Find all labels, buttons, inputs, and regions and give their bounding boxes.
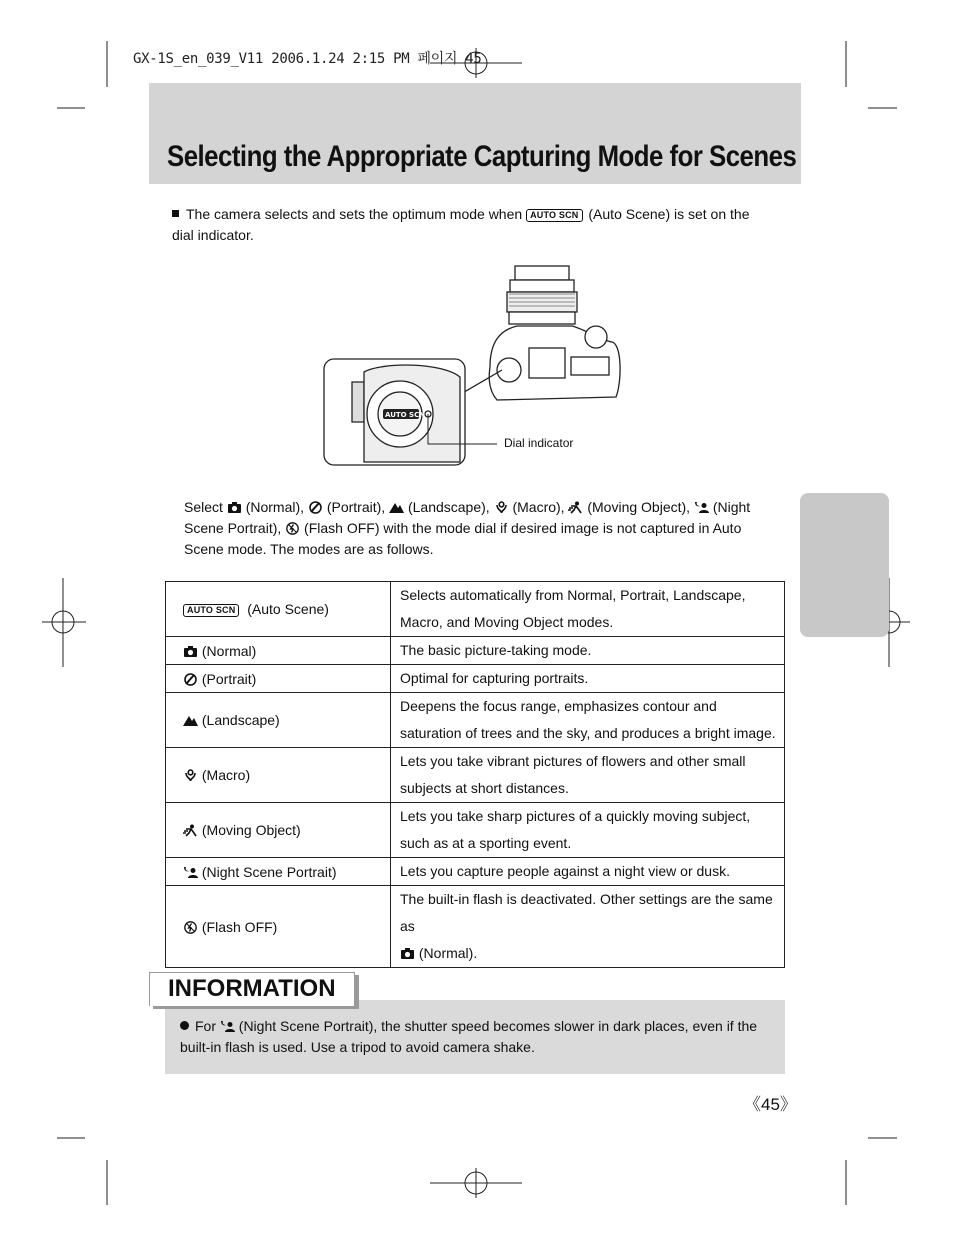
- moving-object-icon: [568, 501, 583, 514]
- mode-cell: [166, 858, 391, 886]
- mode-cell: [166, 582, 391, 637]
- camera-icon: [183, 645, 198, 658]
- intro-paragraph: [172, 204, 772, 246]
- mode-cell: [166, 665, 391, 693]
- desc-text: The built-in flash is deactivated. Other settings are the same as: [400, 891, 773, 934]
- table-row: [166, 582, 785, 637]
- mode-cell: [166, 803, 391, 858]
- mode-label: (Flash OFF): [201, 918, 278, 935]
- night-portrait-text: (Night Scene Portrait),: [184, 499, 751, 536]
- macro-icon: [183, 769, 198, 782]
- desc-cell: [391, 886, 785, 968]
- portrait-icon: [308, 501, 323, 514]
- table-row: [166, 665, 785, 693]
- side-tab: [800, 493, 889, 637]
- mode-label: (Moving Object): [201, 822, 301, 838]
- desc-cell: Selects automatically from Normal, Portrait, Landscape, Macro, and Moving Object modes.: [391, 582, 785, 637]
- mode-label: (Night Scene Portrait): [201, 863, 337, 880]
- auto-scn-badge-icon: AUTO SCN: [526, 209, 582, 222]
- moving-object-icon: [183, 824, 198, 837]
- intro-text-after: (Auto Scene) is set on the dial indicator.: [172, 206, 750, 243]
- mode-cell: [166, 886, 391, 968]
- page-number: 《45》: [744, 1095, 797, 1114]
- night-portrait-icon: [220, 1020, 235, 1033]
- table-row: [166, 858, 785, 886]
- mode-cell: [166, 693, 391, 748]
- flash-off-icon: [285, 522, 300, 535]
- for-word: For: [195, 1018, 216, 1034]
- mode-label: (Macro): [201, 767, 251, 783]
- desc-cell: Lets you take vibrant pictures of flowers and other small subjects at short distances.: [391, 748, 785, 803]
- page-title: Selecting the Appropriate Capturing Mode for Scenes: [167, 140, 797, 173]
- landscape-text: (Landscape),: [407, 499, 490, 515]
- print-header: GX-1S_en_039_V11 2006.1.24 2:15 PM 페이지 45: [133, 51, 482, 67]
- mode-label: (Landscape): [201, 712, 280, 728]
- macro-text: (Macro),: [512, 499, 565, 515]
- table-row: [166, 803, 785, 858]
- macro-icon: [494, 501, 509, 514]
- dial-indicator-label: Dial indicator: [504, 436, 574, 450]
- landscape-icon: [183, 714, 198, 727]
- camera-icon: [400, 947, 415, 960]
- desc-cell: Lets you capture people against a night view or dusk.: [391, 858, 785, 886]
- dial-auto-scn-label: AUTO SCN: [385, 411, 426, 419]
- modes-table: [165, 581, 785, 968]
- table-row: [166, 637, 785, 665]
- camera-figure: [322, 262, 622, 468]
- mode-cell: [166, 748, 391, 803]
- table-row: [166, 693, 785, 748]
- landscape-icon: [389, 501, 404, 514]
- night-portrait-icon: [183, 866, 198, 879]
- table-row: [166, 748, 785, 803]
- bullet-square-icon: [172, 210, 179, 217]
- mode-label: (Portrait): [201, 670, 257, 687]
- bullet-dot-icon: [180, 1021, 189, 1030]
- auto-scn-badge-icon: AUTO SCN: [183, 604, 239, 617]
- desc-tail: (Normal).: [418, 945, 478, 961]
- mode-label: (Normal): [201, 642, 257, 659]
- intro-text: The camera selects and sets the optimum mode when: [186, 206, 523, 222]
- camera-icon: [227, 501, 242, 514]
- flash-off-icon: [183, 921, 198, 934]
- table-row: [166, 886, 785, 968]
- desc-cell: Deepens the focus range, emphasizes contour and saturation of trees and the sky, and produces a bright image.: [391, 693, 785, 748]
- normal-text: (Normal),: [245, 499, 305, 515]
- information-text: [180, 1016, 772, 1058]
- desc-cell: Optimal for capturing portraits.: [391, 665, 785, 693]
- moving-object-text: (Moving Object),: [587, 499, 691, 515]
- night-portrait-icon: [694, 501, 709, 514]
- select-word: Select: [184, 499, 223, 515]
- mode-label: (Auto Scene): [247, 601, 329, 617]
- mode-cell: [166, 637, 391, 665]
- flash-off-text: (Flash OFF) with the mode dial if desired image is not captured in Auto Scene mode. The modes are as follows.: [184, 520, 742, 557]
- portrait-text: (Portrait),: [326, 499, 386, 515]
- desc-cell: Lets you take sharp pictures of a quickly moving subject, such as at a sporting event.: [391, 803, 785, 858]
- select-paragraph: [184, 497, 784, 560]
- portrait-icon: [183, 673, 198, 686]
- information-body: (Night Scene Portrait), the shutter speed becomes slower in dark places, even if the built-in flash is used. Use a tripod to avoid camera shake.: [180, 1018, 758, 1055]
- desc-cell: The basic picture-taking mode.: [391, 637, 785, 665]
- information-heading: INFORMATION: [168, 975, 336, 1002]
